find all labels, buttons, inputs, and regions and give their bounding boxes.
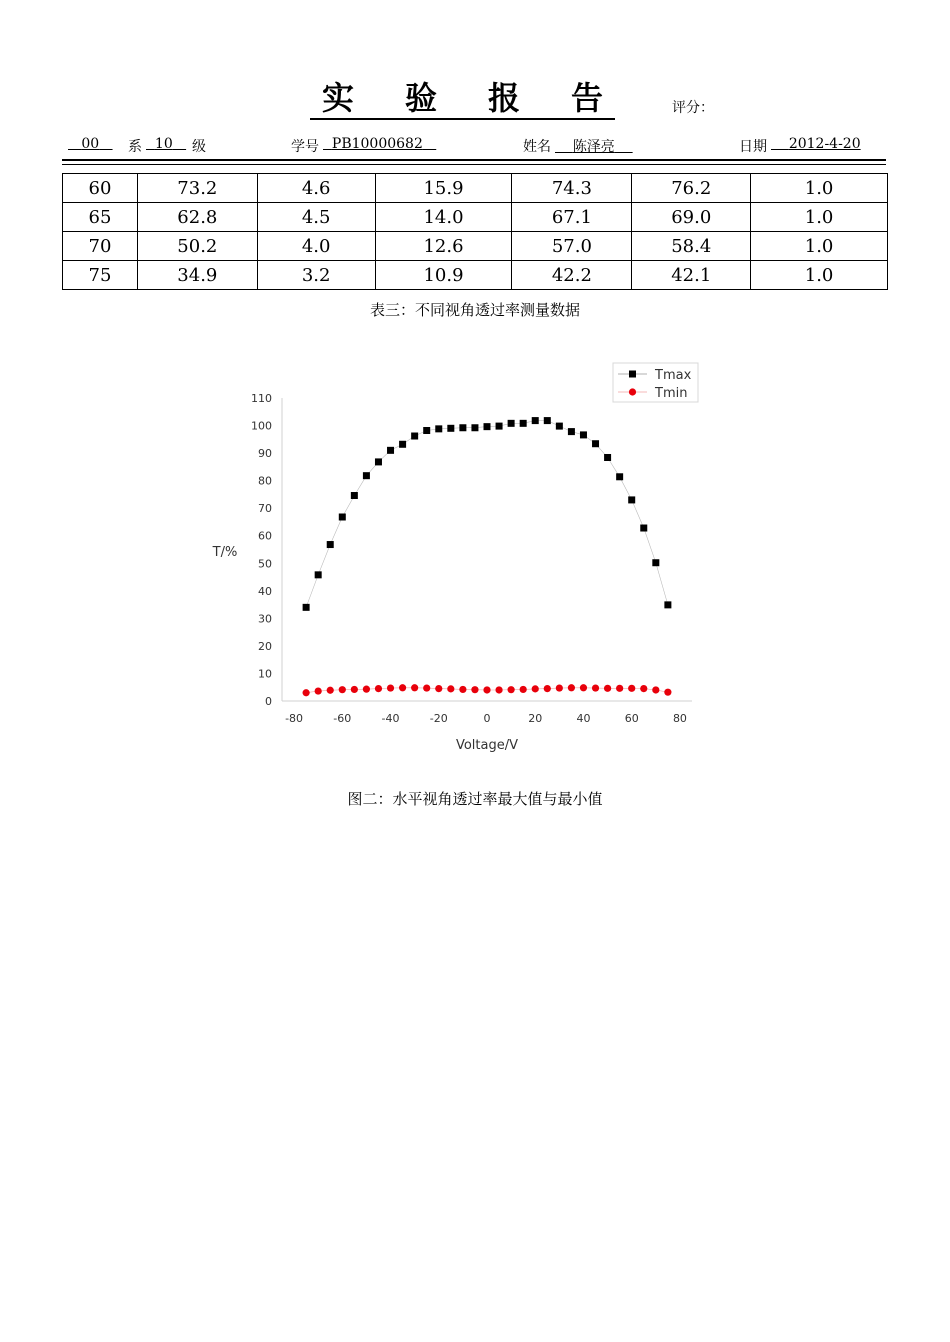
data-point-tmax — [399, 441, 406, 448]
data-point-tmin — [568, 684, 575, 691]
legend-marker — [629, 371, 636, 378]
table-caption: 表三：不同视角透过率测量数据 — [369, 301, 580, 319]
data-point-tmax — [520, 420, 527, 427]
dept-number: 00 — [81, 136, 100, 152]
data-point-tmin — [628, 685, 635, 692]
data-point-tmax — [387, 447, 394, 454]
date-value: 2012-4-20 — [788, 136, 861, 152]
data-point-tmin — [375, 685, 382, 692]
y-tick-label: 30 — [258, 612, 272, 626]
y-tick-label: 60 — [258, 529, 272, 543]
y-axis-label: T/% — [212, 545, 238, 560]
x-axis-label: Voltage/V — [455, 738, 519, 753]
data-point-tmin — [640, 685, 647, 692]
data-point-tmin — [544, 685, 551, 692]
table-cell: 50.2 — [137, 232, 257, 261]
header-rule-thick — [62, 159, 886, 161]
y-tick-label: 110 — [251, 392, 272, 405]
data-point-tmin — [447, 685, 454, 692]
x-tick-label: -20 — [429, 712, 448, 725]
table-row — [63, 174, 888, 203]
table-row — [63, 232, 888, 261]
data-point-tmax — [580, 431, 587, 438]
dept-label: 系 — [128, 139, 142, 155]
report-title — [310, 80, 615, 120]
data-point-tmax — [496, 423, 503, 430]
name-value: 陈泽亮 — [572, 139, 615, 155]
data-point-tmin — [532, 685, 539, 692]
student-info-line — [62, 136, 886, 158]
table-cell: 42.1 — [632, 261, 751, 290]
data-point-tmax — [544, 417, 551, 424]
data-point-tmax — [532, 417, 539, 424]
table-cell: 4.0 — [257, 232, 375, 261]
x-tick-label: 20 — [528, 712, 543, 725]
title-char: 验 — [404, 79, 437, 117]
data-point-tmax — [447, 425, 454, 432]
data-point-tmax — [664, 601, 671, 608]
table-cell: 15.9 — [375, 174, 512, 203]
data-point-tmax — [592, 440, 599, 447]
data-point-tmax — [471, 424, 478, 431]
name-label: 姓名 — [523, 139, 551, 155]
data-point-tmin — [387, 684, 394, 691]
data-point-tmax — [652, 559, 659, 566]
data-point-tmin — [315, 687, 322, 694]
table-cell: 74.3 — [512, 174, 632, 203]
data-point-tmin — [592, 684, 599, 691]
data-point-tmax — [375, 458, 382, 465]
table-cell: 75 — [63, 261, 138, 290]
transmittance-chart — [195, 355, 715, 765]
data-point-tmin — [508, 686, 515, 693]
x-tick-label: 60 — [624, 712, 639, 725]
x-tick-label: -40 — [381, 712, 400, 725]
table-cell: 14.0 — [375, 203, 512, 232]
data-point-tmin — [363, 686, 370, 693]
table-cell: 70 — [63, 232, 138, 261]
data-point-tmin — [423, 684, 430, 691]
x-tick-label: -60 — [333, 712, 352, 725]
data-point-tmin — [652, 686, 659, 693]
data-point-tmax — [327, 541, 334, 548]
table-cell: 67.1 — [512, 203, 632, 232]
table-cell: 1.0 — [751, 203, 888, 232]
data-point-tmin — [495, 686, 502, 693]
series-line-tmax — [306, 421, 668, 608]
data-point-tmax — [339, 513, 346, 520]
data-point-tmax — [435, 425, 442, 432]
data-point-tmax — [315, 571, 322, 578]
x-tick-label: 0 — [483, 712, 491, 725]
data-point-tmin — [435, 685, 442, 692]
data-point-tmax — [628, 496, 635, 503]
x-tick-label: 80 — [672, 712, 687, 725]
table-cell: 1.0 — [751, 261, 888, 290]
score-label: 评分： — [672, 100, 714, 116]
legend-label: Tmin — [655, 386, 688, 401]
title-char: 实 — [322, 79, 355, 117]
table-cell: 62.8 — [137, 203, 257, 232]
y-tick-label: 90 — [258, 447, 272, 461]
data-point-tmax — [363, 472, 370, 479]
student-id-label: 学号 — [291, 139, 319, 155]
y-tick-label: 50 — [258, 557, 272, 571]
table-cell: 3.2 — [257, 261, 375, 290]
data-point-tmax — [351, 492, 358, 499]
data-point-tmax — [484, 423, 491, 430]
data-point-tmin — [339, 686, 346, 693]
figure-caption: 图二：水平视角透过率最大值与最小值 — [347, 790, 603, 808]
data-point-tmax — [303, 604, 310, 611]
data-point-tmin — [411, 684, 418, 691]
date-label: 日期 — [739, 139, 767, 155]
table-cell: 58.4 — [632, 232, 751, 261]
table-cell: 34.9 — [137, 261, 257, 290]
table-cell: 69.0 — [632, 203, 751, 232]
table-cell: 12.6 — [375, 232, 512, 261]
data-point-tmax — [556, 423, 563, 430]
table-cell: 10.9 — [375, 261, 512, 290]
legend-marker — [629, 388, 636, 395]
title-char: 告 — [570, 79, 603, 117]
data-point-tmin — [520, 686, 527, 693]
data-point-tmin — [327, 687, 334, 694]
data-point-tmin — [459, 686, 466, 693]
data-point-tmax — [640, 525, 647, 532]
y-tick-label: 20 — [258, 639, 272, 653]
grade-number: 10 — [154, 136, 173, 152]
table-cell: 60 — [63, 174, 138, 203]
data-point-tmax — [459, 424, 466, 431]
table-cell: 1.0 — [751, 232, 888, 261]
y-tick-label: 40 — [258, 584, 272, 598]
data-point-tmax — [568, 428, 575, 435]
table-cell: 1.0 — [751, 174, 888, 203]
y-tick-label: 10 — [258, 667, 272, 681]
data-point-tmax — [411, 433, 418, 440]
data-point-tmin — [604, 685, 611, 692]
data-point-tmin — [664, 689, 671, 696]
table-cell: 4.5 — [257, 203, 375, 232]
x-tick-label: -80 — [285, 712, 304, 725]
data-point-tmin — [580, 684, 587, 691]
table-cell: 65 — [63, 203, 138, 232]
data-point-tmin — [351, 686, 358, 693]
measurement-table — [62, 173, 888, 290]
y-tick-label: 70 — [258, 502, 272, 516]
y-tick-label: 100 — [251, 419, 272, 433]
y-tick-label: 0 — [265, 695, 272, 708]
header-rule-thin — [62, 164, 886, 165]
data-point-tmin — [556, 684, 563, 691]
data-point-tmin — [399, 684, 406, 691]
table-cell: 4.6 — [257, 174, 375, 203]
student-id-value: PB10000682 — [331, 136, 423, 152]
data-point-tmax — [616, 473, 623, 480]
data-point-tmax — [508, 420, 515, 427]
table-row — [63, 261, 888, 290]
data-point-tmax — [423, 427, 430, 434]
data-point-tmin — [303, 689, 310, 696]
data-point-tmin — [483, 686, 490, 693]
table-cell: 42.2 — [512, 261, 632, 290]
x-tick-label: 40 — [576, 712, 591, 725]
title-char: 报 — [487, 79, 520, 117]
table-cell: 76.2 — [632, 174, 751, 203]
table-cell: 57.0 — [512, 232, 632, 261]
table-row — [63, 203, 888, 232]
data-point-tmin — [471, 686, 478, 693]
y-tick-label: 80 — [258, 474, 272, 488]
legend-label: Tmax — [655, 368, 692, 383]
data-point-tmax — [604, 454, 611, 461]
grade-label: 级 — [192, 139, 206, 155]
data-point-tmin — [616, 685, 623, 692]
table-cell: 73.2 — [137, 174, 257, 203]
